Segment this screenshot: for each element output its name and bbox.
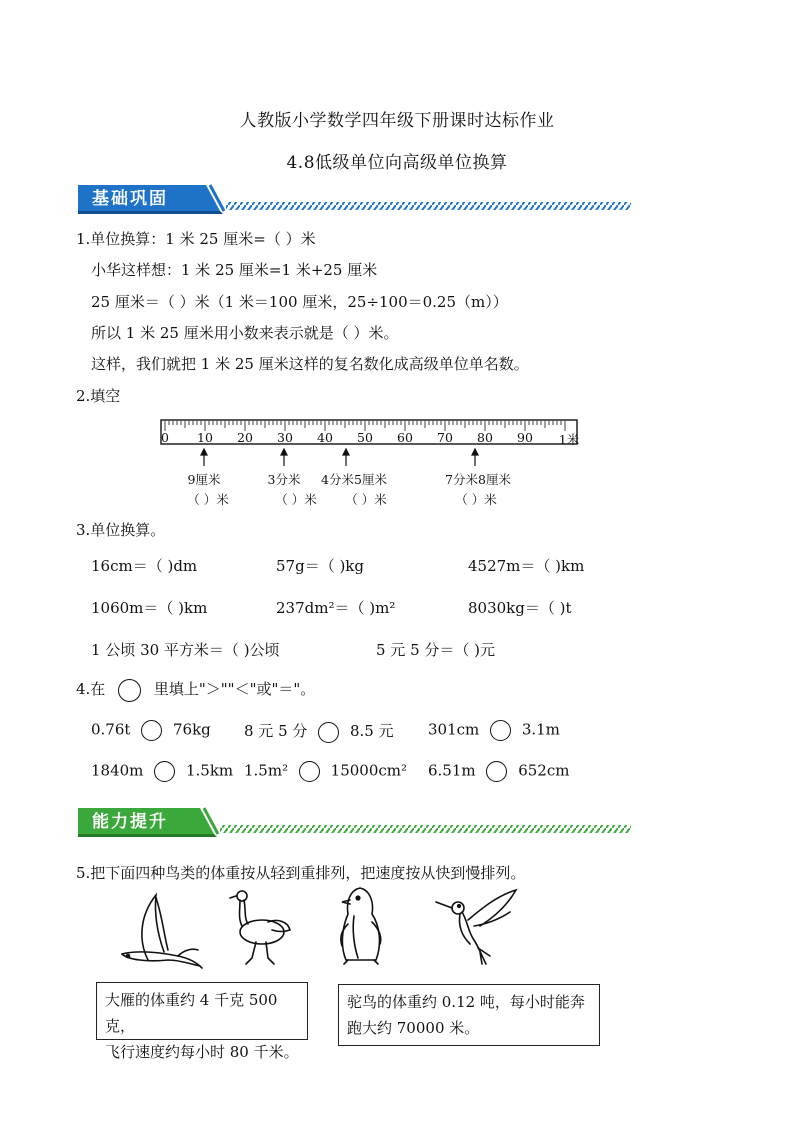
q4-item-6: 6.51m 652cm <box>428 761 569 782</box>
answer-blank-4[interactable]: （ ）米 <box>455 492 497 507</box>
q3-item-1[interactable]: 16cm＝（ )dm <box>91 557 198 575</box>
hummingbird-icon <box>434 886 520 968</box>
q3-item-3[interactable]: 4527m＝（ )km <box>468 557 585 575</box>
ruler-tick-label: 60 <box>397 430 413 445</box>
q3-heading: 3.单位换算。 <box>76 521 166 539</box>
q3-item-8[interactable]: 5 元 5 分＝（ )元 <box>376 641 496 659</box>
circle-symbol-icon <box>118 679 141 702</box>
section-banner-advanced <box>78 804 633 840</box>
q1-line-1: 1.单位换算：1 米 25 厘米=（ ）米 <box>76 230 316 248</box>
ruler-tick-label: 80 <box>477 430 493 445</box>
q4-heading <box>76 678 315 702</box>
compare-circle-6[interactable] <box>486 761 507 782</box>
ruler-tick-label: 10 <box>197 430 213 445</box>
banner-basic-label: 基础巩固 <box>92 189 168 209</box>
ruler-figure <box>160 418 580 508</box>
ruler-tick-label: 0 <box>161 430 169 445</box>
q2-heading: 2.填空 <box>76 387 121 405</box>
q3-item-4[interactable]: 1060m＝（ )km <box>91 599 208 617</box>
ruler-tick-label: 50 <box>357 430 373 445</box>
ruler-tick-label: 90 <box>517 430 533 445</box>
q1-line-5: 这样，我们就把 1 米 25 厘米这样的复名数化成高级单位单名数。 <box>91 355 529 373</box>
q4-item-4: 1840m 1.5km <box>91 761 233 782</box>
compare-circle-4[interactable] <box>154 761 175 782</box>
ruler-tick-label: 20 <box>237 430 253 445</box>
compare-circle-2[interactable] <box>318 722 339 743</box>
q1-line-2: 小华这样想：1 米 25 厘米=1 米+25 厘米 <box>91 261 378 279</box>
page-subtitle: 4.8低级单位向高级单位换算 <box>286 153 508 173</box>
marker-label-2: 3分米 <box>267 472 301 487</box>
marker-label-4: 7分米8厘米 <box>445 472 511 487</box>
penguin-icon <box>336 884 386 968</box>
ostrich-icon <box>228 888 294 968</box>
q3-item-7[interactable]: 1 公顷 30 平方米＝（ )公顷 <box>91 641 280 659</box>
marker-label-3: 4分米5厘米 <box>321 472 387 487</box>
q3-item-6[interactable]: 8030kg＝（ )t <box>468 599 572 617</box>
q4-heading-post: 里填上"＞""＜"或"＝"。 <box>153 680 316 698</box>
answer-blank-3[interactable]: （ ）米 <box>345 492 387 507</box>
ruler-tick-label: 1米 <box>558 432 580 447</box>
q3-item-5[interactable]: 237dm²＝（ )m² <box>276 599 396 617</box>
q1-line-3: 25 厘米＝（ ）米（1 米＝100 厘米，25÷100＝0.25（m）） <box>91 293 508 311</box>
compare-circle-5[interactable] <box>299 761 320 782</box>
q4-item-1: 0.76t 76kg <box>91 720 211 741</box>
compare-circle-1[interactable] <box>141 720 162 741</box>
q5-heading: 5.把下面四种鸟类的体重按从轻到重排列，把速度按从快到慢排列。 <box>76 864 526 882</box>
marker-label-1: 9厘米 <box>187 472 221 487</box>
info-box-goose: 大雁的体重约 4 千克 500 克， 飞行速度约每小时 80 千米。 <box>96 982 308 1040</box>
answer-blank-2[interactable]: （ ）米 <box>275 492 317 507</box>
q4-item-5: 1.5m² 15000cm² <box>244 761 407 782</box>
banner-advanced-label: 能力提升 <box>92 812 168 832</box>
compare-circle-3[interactable] <box>490 720 511 741</box>
q1-line-4: 所以 1 米 25 厘米用小数来表示就是（ ）米。 <box>91 324 399 342</box>
q4-item-3: 301cm 3.1m <box>428 720 560 741</box>
ruler-tick-label: 70 <box>437 430 453 445</box>
ruler-tick-label: 30 <box>277 430 293 445</box>
info-box-ostrich: 驼鸟的体重约 0.12 吨，每小时能奔 跑大约 70000 米。 <box>338 984 600 1046</box>
page-title: 人教版小学数学四年级下册课时达标作业 <box>239 111 555 131</box>
goose-icon <box>118 890 208 970</box>
section-banner-basic <box>78 181 633 217</box>
q3-item-2[interactable]: 57g＝（ )kg <box>276 557 365 575</box>
ruler-tick-label: 40 <box>317 430 333 445</box>
q4-item-2: 8 元 5 分 8.5 元 <box>244 720 394 743</box>
q4-heading-pre: 4.在 <box>76 680 106 698</box>
answer-blank-1[interactable]: （ ）米 <box>187 492 229 507</box>
